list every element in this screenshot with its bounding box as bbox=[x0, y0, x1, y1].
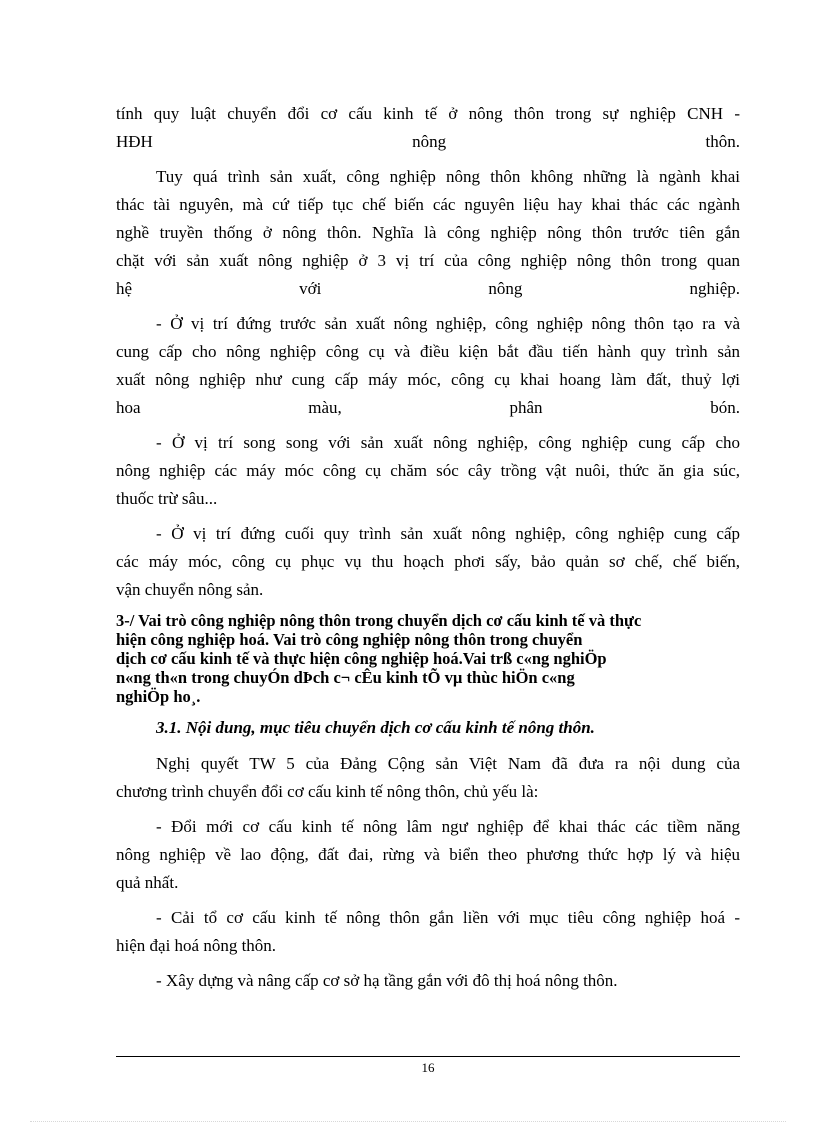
paragraph-infrastructure bbox=[116, 967, 740, 995]
text-line: quả nhất. bbox=[116, 873, 179, 892]
paragraph-position-before bbox=[116, 310, 740, 422]
text-line: Tuy quá trình sản xuất, công nghiệp nông thôn không những là ngành khai bbox=[156, 167, 740, 186]
paragraph-resolution bbox=[116, 750, 740, 806]
text-line: nông nghiệp về lao động, đất đai, rừng và biển theo phương thức hợp lý và hiệu bbox=[116, 845, 740, 864]
heading-line: dịch cơ cấu kinh tế và thực hiện công nghiệp hoá.Vai trß c«ng nghiÖp bbox=[116, 649, 607, 668]
text-line: nghề truyền thống ở nông thôn. Nghĩa là công nghiệp nông thôn trước tiên gắn bbox=[116, 223, 740, 242]
text-line: hoa màu, phân bón. bbox=[116, 398, 740, 417]
heading-line: 3-/ Vai trò công nghiệp nông thôn trong chuyển dịch cơ cấu kinh tế và thực bbox=[116, 611, 642, 630]
page-number: 16 bbox=[421, 1060, 435, 1075]
paragraph-position-after bbox=[116, 520, 740, 604]
text-line: thác tài nguyên, mà cứ tiếp tục chế biến các nguyên liệu hay khai thác các ngành bbox=[116, 195, 740, 214]
heading-line: nghiÖp ho¸. bbox=[116, 687, 201, 706]
subsection-heading: 3.1. Nội dung, mục tiêu chuyển dịch cơ cấu kinh tế nông thôn. bbox=[156, 718, 595, 737]
paragraph-renovation bbox=[116, 813, 740, 897]
paragraph-position-parallel bbox=[116, 429, 740, 513]
text-line: tính quy luật chuyển đổi cơ cấu kinh tế ở nông thôn trong sự nghiệp CNH - bbox=[116, 104, 740, 123]
text-line: chặt với sản xuất nông nghiệp ở 3 vị trí của công nghiệp nông thôn trong quan bbox=[116, 251, 740, 270]
paragraph-industry-role bbox=[116, 163, 740, 303]
text-line: các máy móc, công cụ phục vụ thu hoạch phơi sấy, bảo quản sơ chế, chế biến, bbox=[116, 552, 740, 571]
text-line: Nghị quyết TW 5 của Đảng Cộng sản Việt Nam đã đưa ra nội dung của bbox=[156, 754, 740, 773]
text-line: - Ở vị trí song song với sản xuất nông nghiệp, công nghiệp cung cấp cho bbox=[156, 433, 740, 452]
footer-divider bbox=[116, 1056, 740, 1057]
text-line: hệ với nông nghiệp. bbox=[116, 279, 740, 298]
paragraph-continuation bbox=[116, 100, 740, 156]
text-line: vận chuyển nông sản. bbox=[116, 580, 264, 599]
text-line: chương trình chuyển đổi cơ cấu kinh tế nông thôn, chủ yếu là: bbox=[116, 782, 539, 801]
section-heading bbox=[116, 611, 740, 706]
text-line: xuất nông nghiệp như cung cấp máy móc, công cụ khai hoang làm đất, thuỷ lợi bbox=[116, 370, 740, 389]
text-line: - Ở vị trí đứng cuối quy trình sản xuất nông nghiệp, công nghiệp cung cấp bbox=[156, 524, 740, 543]
text-line: hiện đại hoá nông thôn. bbox=[116, 936, 277, 955]
text-line: - Ở vị trí đứng trước sản xuất nông nghiệp, công nghiệp nông thôn tạo ra và bbox=[156, 314, 740, 333]
text-line: thuốc trừ sâu... bbox=[116, 489, 218, 508]
paragraph-reform bbox=[116, 904, 740, 960]
text-line: nông nghiệp các máy móc công cụ chăm sóc cây trồng vật nuôi, thức ăn gia súc, bbox=[116, 461, 740, 480]
heading-line: hiện công nghiệp hoá. Vai trò công nghiệp nông thôn trong chuyển bbox=[116, 630, 583, 649]
document-page bbox=[116, 100, 740, 1002]
text-line: - Đổi mới cơ cấu kinh tế nông lâm ngư nghiệp để khai thác các tiềm năng bbox=[156, 817, 740, 836]
text-line: - Cải tổ cơ cấu kinh tế nông thôn gắn liền với mục tiêu công nghiệp hoá - bbox=[156, 908, 740, 927]
text-line: - Xây dựng và nâng cấp cơ sở hạ tầng gắn với đô thị hoá nông thôn. bbox=[156, 971, 618, 990]
heading-line: n«ng th«n trong chuyÓn dÞch c¬ cÊu kinh tÕ vµ thùc hiÖn c«ng bbox=[116, 668, 575, 687]
text-line: HĐH nông thôn. bbox=[116, 132, 740, 151]
text-line: cung cấp cho nông nghiệp công cụ và điều kiện bắt đầu tiến hành quy trình sản bbox=[116, 342, 740, 361]
page-edge-dotted-line bbox=[30, 1121, 786, 1122]
